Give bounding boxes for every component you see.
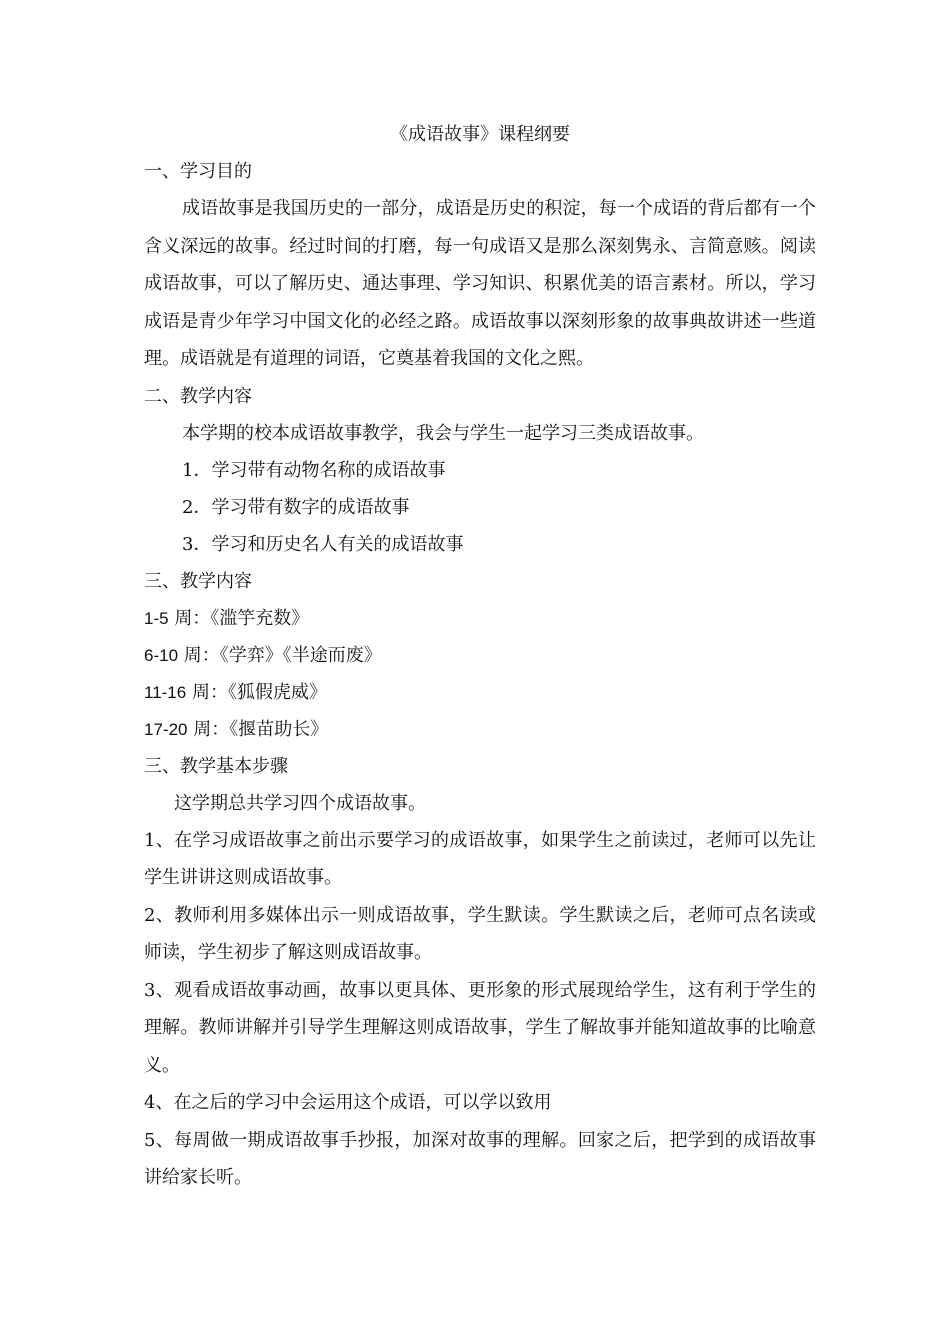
schedule-row (144, 711, 816, 748)
steps-intro: 这学期总共学习四个成语故事。 (174, 792, 426, 814)
section-heading-schedule: 三、教学内容 (144, 570, 252, 592)
schedule-stories: 《滥竽充数》 (210, 607, 310, 629)
document-content (144, 116, 816, 1197)
content-list-item: 3．学习和历史名人有关的成语故事 (182, 533, 464, 555)
schedule-unit: 周： (193, 718, 230, 740)
step-item: 5、每周做一期成语故事手抄报，加深对故事的理解。回家之后，把学到的成语故事讲给家长听。 (144, 1129, 816, 1188)
step-item: 4、在之后的学习中会运用这个成语，可以学以致用 (144, 1092, 552, 1113)
schedule-weeks: 1-5 (144, 608, 169, 628)
schedule-unit: 周： (183, 644, 220, 666)
schedule-stories: 《揠苗助长》 (229, 718, 329, 740)
step-item: 3、观看成语故事动画，故事以更具体、更形象的形式展现给学生，这有利于学生的理解。教师讲解并引导学生理解这则成语故事，学生了解故事并能知道故事的比喻意义。 (144, 979, 816, 1076)
content-intro: 本学期的校本成语故事教学，我会与学生一起学习三类成语故事。 (182, 422, 704, 444)
schedule-weeks: 17-20 (144, 719, 188, 739)
schedule-stories: 《狐假虎威》 (227, 681, 327, 703)
section-heading-content: 二、教学内容 (144, 385, 252, 407)
step-item: 2、教师利用多媒体出示一则成语故事，学生默读。学生默读之后，老师可点名读或师读，学生初步了解这则成语故事。 (144, 904, 816, 963)
schedule-stories: 《学弈》《半途而废》 (219, 644, 382, 666)
purpose-paragraph: 成语故事是我国历史的一部分，成语是历史的积淀，每一个成语的背后都有一个含义深远的故事。经过时间的打磨，每一句成语又是那么深刻隽永、言简意赅。阅读成语故事，可以了解历史、通达事理、学习知识、积累优美的语言素材。所以，学习成语是青少年学习中国文化的必经之路。成语故事以深刻形象的故事典故讲述一些道理。成语就是有道理的词语，它奠基着我国的文化之熙。 (144, 198, 816, 369)
document-title: 《成语故事》课程纲要 (390, 124, 570, 145)
section-heading-purpose: 一、学习目的 (144, 161, 252, 182)
schedule-weeks: 11-16 (144, 682, 187, 702)
content-list-item: 2．学习带有数字的成语故事 (182, 496, 410, 518)
content-list-item: 1．学习带有动物名称的成语故事 (182, 459, 446, 481)
schedule-row (144, 637, 816, 674)
schedule-unit: 周： (174, 607, 211, 629)
step-item: 1、在学习成语故事之前出示要学习的成语故事，如果学生之前读过，老师可以先让学生讲讲这则成语故事。 (144, 829, 816, 888)
schedule-row (144, 674, 816, 711)
schedule-row (144, 600, 816, 637)
schedule-weeks: 6-10 (144, 645, 179, 665)
schedule-unit: 周： (191, 681, 228, 703)
section-heading-steps: 三、教学基本步骤 (144, 755, 288, 777)
